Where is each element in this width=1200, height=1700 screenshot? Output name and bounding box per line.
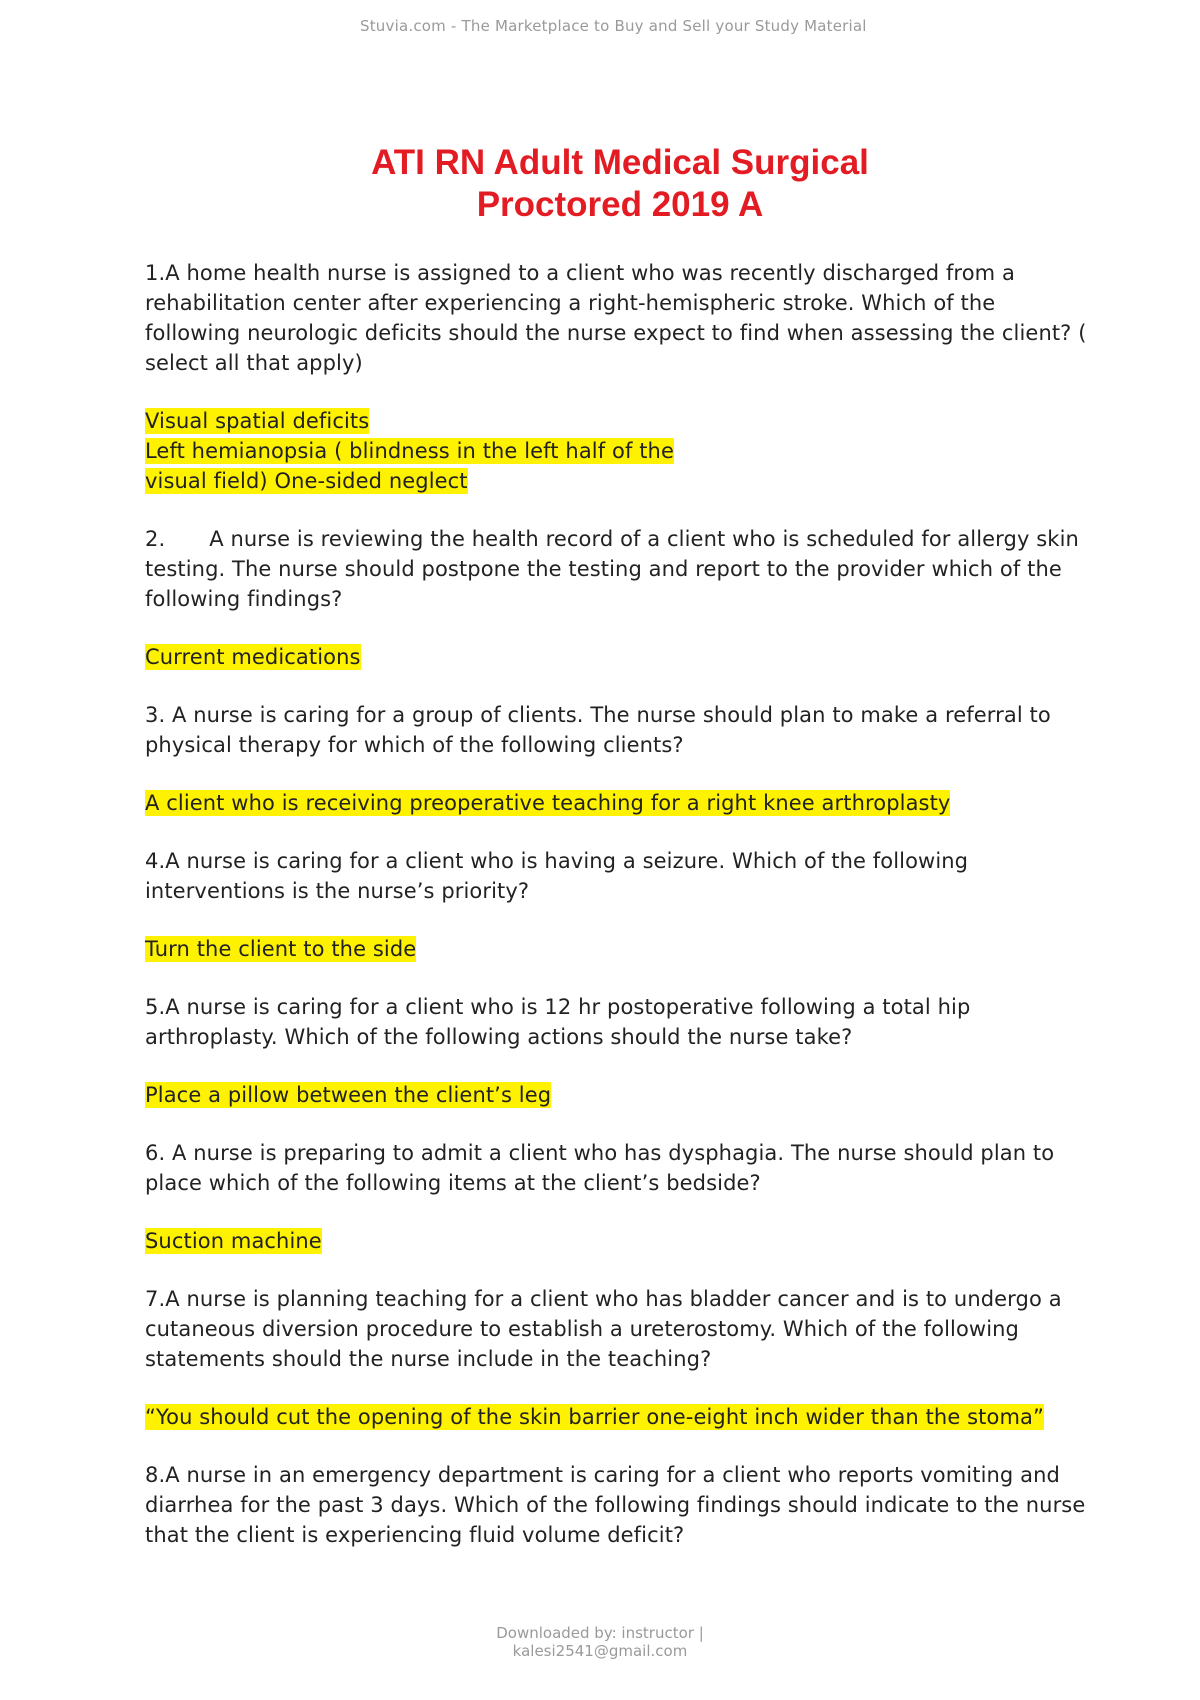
question-3: 3. A nurse is caring for a group of clients. The nurse should plan to make a referral to physical therapy for which of the following clients? [145,703,1051,757]
highlighted-answer: Visual spatial deficits [145,409,370,433]
question-1: 1.A home health nurse is assigned to a client who was recently discharged from a rehabilitation center after experiencing a right-hemispheric stroke. Which of the following neurologic deficits should the nurse expect to find when assessing the client? ( select all that apply) [145,261,1087,375]
question-7: 7.A nurse is planning teaching for a client who has bladder cancer and is to undergo a cutaneous diversion procedure to establish a ureterostomy. Which of the following statements should the nurse include in the teaching? [145,1287,1062,1371]
title-line-1: ATI RN Adult Medical Surgical [371,143,869,182]
answer-2 [145,642,1095,672]
question-2-text: A nurse is reviewing the health record of a client who is scheduled for allergy skin testing. The nurse should postpone the testing and report to the provider which of the following findings? [145,527,1079,611]
answer-1 [145,406,1095,496]
question-2-number: 2. [145,527,166,551]
answer-3 [145,788,1095,818]
answer-5 [145,1080,1095,1110]
footer-line-1: Downloaded by: instructor | [496,1624,704,1642]
question-5: 5.A nurse is caring for a client who is 12 hr postoperative following a total hip arthroplasty. Which of the following actions should the nurse take? [145,995,971,1049]
highlighted-answer: Turn the client to the side [145,937,417,961]
highlighted-answer: Place a pillow between the client’s leg [145,1083,552,1107]
answer-1-line-3 [145,466,1095,496]
answer-4 [145,934,1095,964]
answer-1-line-1 [145,406,1095,436]
download-footer [400,1624,800,1660]
document-title [0,142,1200,226]
highlighted-answer: Left hemianopsia ( blindness in the left half of the [145,439,674,463]
answer-1-line-2 [145,436,1095,466]
highlighted-answer: A client who is receiving preoperative teaching for a right knee arthroplasty [145,791,951,815]
question-4: 4.A nurse is caring for a client who is having a seizure. Which of the following interventions is the nurse’s priority? [145,849,969,903]
footer-email: kalesi2541@gmail.com [512,1642,688,1660]
highlighted-answer: Suction machine [145,1229,322,1253]
question-8: 8.A nurse in an emergency department is caring for a client who reports vomiting and diarrhea for the past 3 days. Which of the following findings should indicate to the nurse that the client is experiencing fluid volume deficit? [145,1463,1086,1547]
question-2 [145,524,1095,614]
site-header-note: Stuvia.com - The Marketplace to Buy and Sell your Study Material [360,17,867,35]
answer-7 [145,1402,1095,1432]
answer-6 [145,1226,1095,1256]
highlighted-answer: “You should cut the opening of the skin barrier one-eight inch wider than the stoma” [145,1405,1044,1429]
question-list [145,258,1095,1578]
highlighted-answer: Current medications [145,645,361,669]
question-6: 6. A nurse is preparing to admit a client who has dysphagia. The nurse should plan to place which of the following items at the client’s bedside? [145,1141,1055,1195]
title-line-2: Proctored 2019 A [476,185,764,224]
highlighted-answer: visual field) One-sided neglect [145,469,468,493]
